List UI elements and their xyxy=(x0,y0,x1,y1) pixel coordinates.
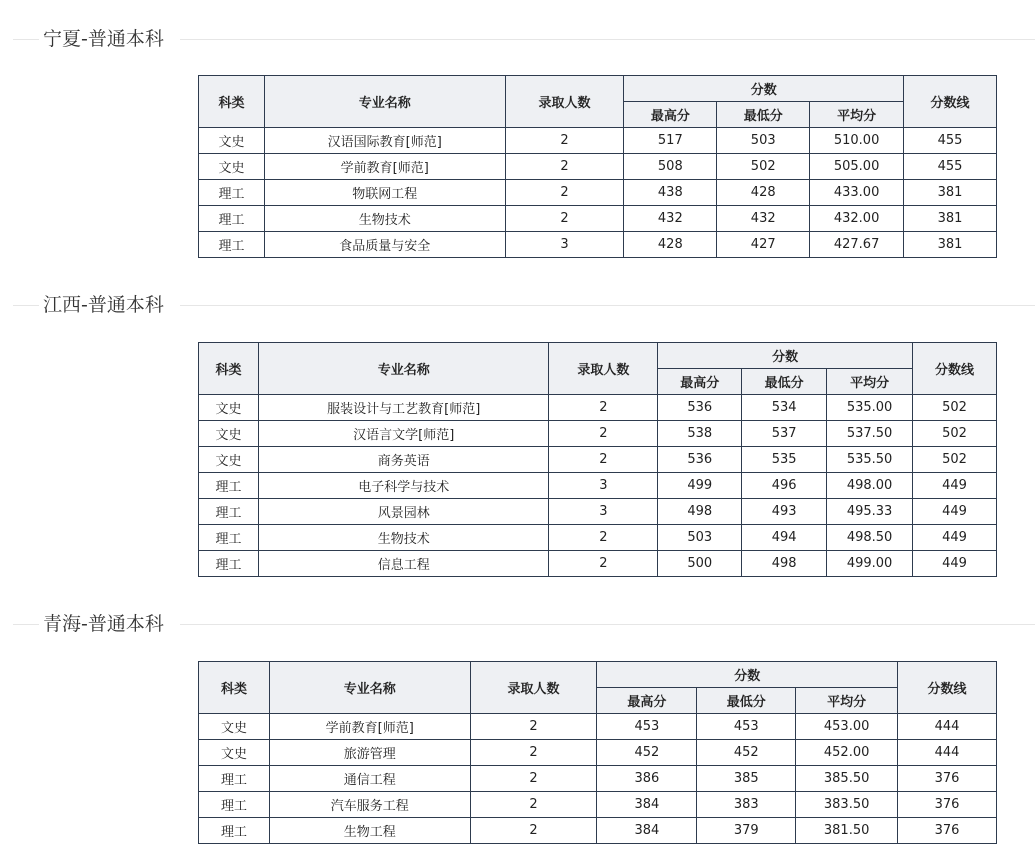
cell-category: 文史 xyxy=(199,421,259,447)
table-row xyxy=(199,740,997,766)
cell-max-score: 508 xyxy=(624,154,717,180)
table-row xyxy=(199,766,997,792)
header-scores: 分数 xyxy=(658,343,913,369)
table-row xyxy=(199,447,997,473)
cell-avg-score: 498.00 xyxy=(827,473,913,499)
cell-max-score: 428 xyxy=(624,232,717,258)
cell-avg-score: 453.00 xyxy=(796,714,898,740)
cell-admitted: 2 xyxy=(549,421,658,447)
cell-category: 文史 xyxy=(199,128,265,154)
cell-major: 生物技术 xyxy=(258,525,549,551)
cell-major: 旅游管理 xyxy=(269,740,470,766)
cell-category: 理工 xyxy=(199,473,259,499)
section-title-ningxia xyxy=(0,26,1035,54)
cell-score-line: 449 xyxy=(913,525,997,551)
cell-category: 理工 xyxy=(199,499,259,525)
cell-min-score: 534 xyxy=(742,395,827,421)
header-category: 科类 xyxy=(199,662,270,714)
title-divider xyxy=(180,624,1035,625)
cell-avg-score: 495.33 xyxy=(827,499,913,525)
cell-max-score: 499 xyxy=(658,473,742,499)
cell-min-score: 385 xyxy=(697,766,796,792)
cell-category: 文史 xyxy=(199,154,265,180)
section-title-text: 青海-普通本科 xyxy=(43,613,164,635)
cell-avg-score: 432.00 xyxy=(810,206,904,232)
header-max-score: 最高分 xyxy=(597,688,697,714)
header-scores: 分数 xyxy=(624,76,904,102)
cell-max-score: 536 xyxy=(658,447,742,473)
cell-admitted: 3 xyxy=(505,232,624,258)
cell-max-score: 517 xyxy=(624,128,717,154)
cell-admitted: 2 xyxy=(549,447,658,473)
table-row xyxy=(199,154,997,180)
cell-min-score: 494 xyxy=(742,525,827,551)
cell-min-score: 503 xyxy=(717,128,810,154)
cell-category: 文史 xyxy=(199,395,259,421)
cell-score-line: 444 xyxy=(898,714,997,740)
header-scores: 分数 xyxy=(597,662,898,688)
cell-avg-score: 510.00 xyxy=(810,128,904,154)
cell-major: 食品质量与安全 xyxy=(264,232,505,258)
header-max-score: 最高分 xyxy=(624,102,717,128)
table-row xyxy=(199,525,997,551)
cell-min-score: 432 xyxy=(717,206,810,232)
cell-major: 汉语言文学[师范] xyxy=(258,421,549,447)
cell-admitted: 2 xyxy=(470,766,597,792)
table-row xyxy=(199,128,997,154)
score-table-qinghai xyxy=(198,661,997,844)
cell-admitted: 2 xyxy=(549,525,658,551)
cell-max-score: 536 xyxy=(658,395,742,421)
table-row xyxy=(199,232,997,258)
cell-min-score: 493 xyxy=(742,499,827,525)
cell-score-line: 376 xyxy=(898,766,997,792)
header-category: 科类 xyxy=(199,343,259,395)
header-admitted: 录取人数 xyxy=(470,662,597,714)
cell-avg-score: 427.67 xyxy=(810,232,904,258)
cell-major: 汉语国际教育[师范] xyxy=(264,128,505,154)
cell-score-line: 381 xyxy=(904,180,997,206)
cell-major: 汽车服务工程 xyxy=(269,792,470,818)
cell-category: 理工 xyxy=(199,766,270,792)
table-row xyxy=(199,473,997,499)
cell-min-score: 427 xyxy=(717,232,810,258)
score-table-ningxia xyxy=(198,75,997,258)
cell-max-score: 498 xyxy=(658,499,742,525)
section-title-text: 宁夏-普通本科 xyxy=(43,28,164,50)
header-major: 专业名称 xyxy=(264,76,505,128)
cell-category: 文史 xyxy=(199,447,259,473)
cell-max-score: 386 xyxy=(597,766,697,792)
header-major: 专业名称 xyxy=(269,662,470,714)
title-divider xyxy=(180,39,1035,40)
cell-admitted: 2 xyxy=(505,206,624,232)
cell-min-score: 537 xyxy=(742,421,827,447)
header-score-line: 分数线 xyxy=(898,662,997,714)
cell-max-score: 453 xyxy=(597,714,697,740)
cell-major: 生物工程 xyxy=(269,818,470,844)
section-title-text: 江西-普通本科 xyxy=(43,294,164,316)
cell-category: 理工 xyxy=(199,818,270,844)
cell-min-score: 498 xyxy=(742,551,827,577)
cell-admitted: 2 xyxy=(505,180,624,206)
header-admitted: 录取人数 xyxy=(505,76,624,128)
cell-max-score: 538 xyxy=(658,421,742,447)
header-major: 专业名称 xyxy=(258,343,549,395)
title-divider xyxy=(180,305,1035,306)
header-admitted: 录取人数 xyxy=(549,343,658,395)
cell-max-score: 500 xyxy=(658,551,742,577)
cell-score-line: 444 xyxy=(898,740,997,766)
cell-admitted: 3 xyxy=(549,473,658,499)
header-score-line: 分数线 xyxy=(913,343,997,395)
cell-avg-score: 433.00 xyxy=(810,180,904,206)
header-avg-score: 平均分 xyxy=(810,102,904,128)
cell-score-line: 376 xyxy=(898,818,997,844)
cell-max-score: 384 xyxy=(597,818,697,844)
header-min-score: 最低分 xyxy=(742,369,827,395)
cell-category: 理工 xyxy=(199,792,270,818)
table-row xyxy=(199,792,997,818)
cell-admitted: 2 xyxy=(470,792,597,818)
cell-avg-score: 505.00 xyxy=(810,154,904,180)
cell-score-line: 502 xyxy=(913,447,997,473)
table-row xyxy=(199,714,997,740)
table-row xyxy=(199,395,997,421)
title-divider xyxy=(13,624,39,625)
cell-avg-score: 498.50 xyxy=(827,525,913,551)
cell-max-score: 438 xyxy=(624,180,717,206)
cell-admitted: 2 xyxy=(470,818,597,844)
cell-admitted: 2 xyxy=(470,740,597,766)
header-avg-score: 平均分 xyxy=(796,688,898,714)
cell-score-line: 376 xyxy=(898,792,997,818)
section-title-qinghai xyxy=(0,611,1035,639)
cell-admitted: 2 xyxy=(549,551,658,577)
cell-avg-score: 383.50 xyxy=(796,792,898,818)
table-row xyxy=(199,206,997,232)
table-row xyxy=(199,421,997,447)
cell-major: 学前教育[师范] xyxy=(269,714,470,740)
cell-category: 理工 xyxy=(199,206,265,232)
header-category: 科类 xyxy=(199,76,265,128)
cell-major: 电子科学与技术 xyxy=(258,473,549,499)
cell-min-score: 453 xyxy=(697,714,796,740)
cell-min-score: 502 xyxy=(717,154,810,180)
cell-max-score: 432 xyxy=(624,206,717,232)
cell-score-line: 502 xyxy=(913,421,997,447)
cell-category: 文史 xyxy=(199,740,270,766)
cell-category: 文史 xyxy=(199,714,270,740)
cell-max-score: 452 xyxy=(597,740,697,766)
cell-score-line: 381 xyxy=(904,232,997,258)
header-min-score: 最低分 xyxy=(697,688,796,714)
cell-avg-score: 381.50 xyxy=(796,818,898,844)
table-row xyxy=(199,499,997,525)
cell-avg-score: 535.50 xyxy=(827,447,913,473)
header-avg-score: 平均分 xyxy=(827,369,913,395)
table-row xyxy=(199,180,997,206)
cell-major: 物联网工程 xyxy=(264,180,505,206)
cell-score-line: 502 xyxy=(913,395,997,421)
cell-min-score: 383 xyxy=(697,792,796,818)
cell-avg-score: 537.50 xyxy=(827,421,913,447)
score-table-jiangxi xyxy=(198,342,997,577)
cell-min-score: 535 xyxy=(742,447,827,473)
cell-min-score: 379 xyxy=(697,818,796,844)
header-score-line: 分数线 xyxy=(904,76,997,128)
header-max-score: 最高分 xyxy=(658,369,742,395)
cell-score-line: 449 xyxy=(913,473,997,499)
cell-min-score: 496 xyxy=(742,473,827,499)
section-title-jiangxi xyxy=(0,292,1035,320)
table-row xyxy=(199,551,997,577)
cell-score-line: 449 xyxy=(913,499,997,525)
cell-score-line: 455 xyxy=(904,154,997,180)
cell-score-line: 381 xyxy=(904,206,997,232)
cell-avg-score: 535.00 xyxy=(827,395,913,421)
cell-category: 理工 xyxy=(199,551,259,577)
table-row xyxy=(199,818,997,844)
cell-avg-score: 385.50 xyxy=(796,766,898,792)
cell-major: 生物技术 xyxy=(264,206,505,232)
header-min-score: 最低分 xyxy=(717,102,810,128)
cell-admitted: 2 xyxy=(505,154,624,180)
cell-category: 理工 xyxy=(199,180,265,206)
cell-score-line: 449 xyxy=(913,551,997,577)
cell-min-score: 428 xyxy=(717,180,810,206)
cell-major: 服装设计与工艺教育[师范] xyxy=(258,395,549,421)
cell-major: 信息工程 xyxy=(258,551,549,577)
title-divider xyxy=(13,305,39,306)
cell-category: 理工 xyxy=(199,232,265,258)
title-divider xyxy=(13,39,39,40)
cell-major: 学前教育[师范] xyxy=(264,154,505,180)
cell-category: 理工 xyxy=(199,525,259,551)
cell-max-score: 503 xyxy=(658,525,742,551)
cell-avg-score: 452.00 xyxy=(796,740,898,766)
cell-admitted: 2 xyxy=(549,395,658,421)
cell-admitted: 3 xyxy=(549,499,658,525)
cell-major: 风景园林 xyxy=(258,499,549,525)
cell-avg-score: 499.00 xyxy=(827,551,913,577)
cell-major: 通信工程 xyxy=(269,766,470,792)
cell-min-score: 452 xyxy=(697,740,796,766)
cell-major: 商务英语 xyxy=(258,447,549,473)
cell-admitted: 2 xyxy=(470,714,597,740)
cell-admitted: 2 xyxy=(505,128,624,154)
cell-max-score: 384 xyxy=(597,792,697,818)
cell-score-line: 455 xyxy=(904,128,997,154)
